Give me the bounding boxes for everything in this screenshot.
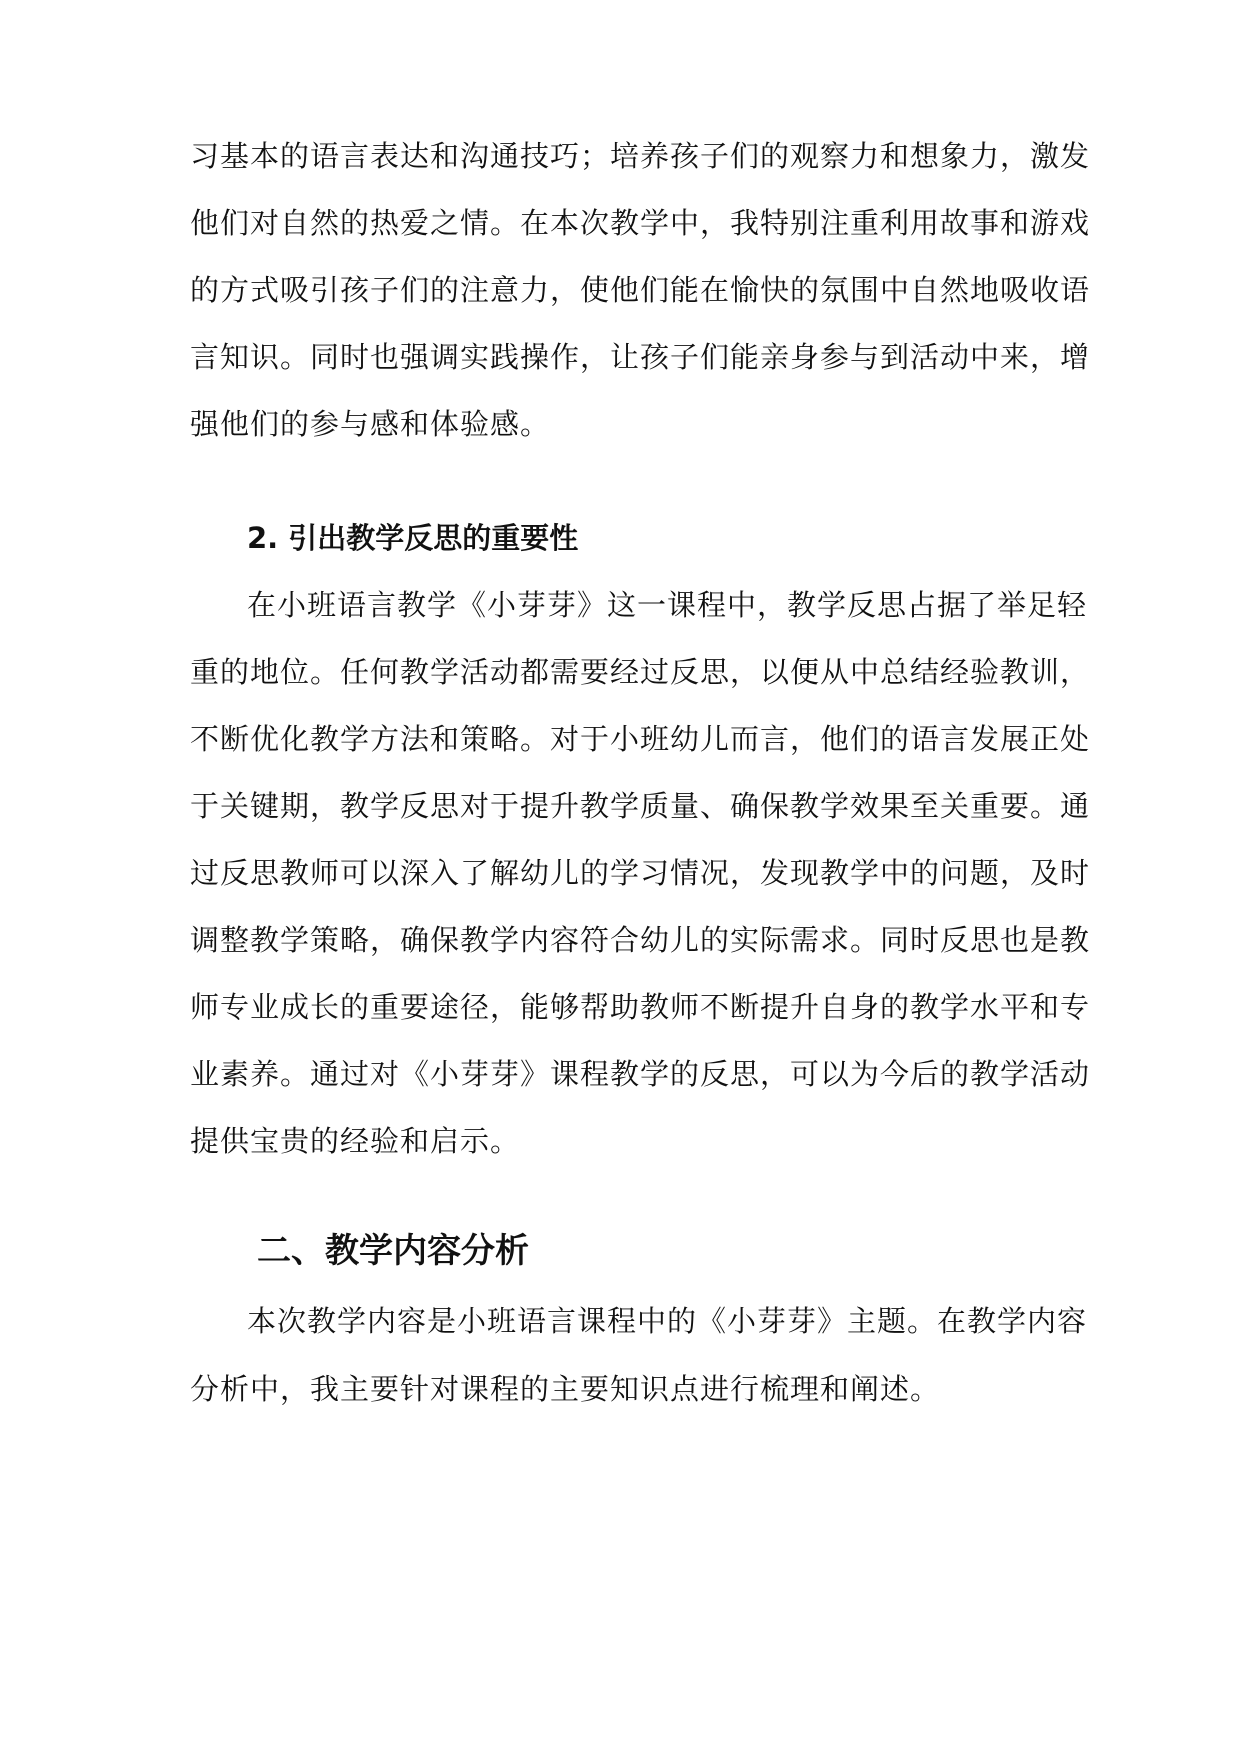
paragraph-line: 强他们的参与感和体验感。	[190, 407, 551, 441]
paragraph-line: 言知识。同时也强调实践操作，让孩子们能亲身参与到活动中来，增	[190, 340, 1091, 374]
paragraph-line: 本次教学内容是小班语言课程中的《小芽芽》主题。在教学内容	[247, 1304, 1088, 1338]
paragraph-line: 过反思教师可以深入了解幼儿的学习情况，发现教学中的问题，及时	[190, 856, 1091, 890]
paragraph-line: 的方式吸引孩子们的注意力，使他们能在愉快的氛围中自然地吸收语	[190, 273, 1091, 307]
section-heading: 二、教学内容分析	[257, 1231, 529, 1271]
paragraph-line: 重的地位。任何教学活动都需要经过反思，以便从中总结经验教训，	[190, 655, 1091, 689]
paragraph-line: 调整教学策略，确保教学内容符合幼儿的实际需求。同时反思也是教	[190, 923, 1091, 957]
paragraph-line: 在小班语言教学《小芽芽》这一课程中，教学反思占据了举足轻	[247, 588, 1088, 622]
paragraph-line: 于关键期，教学反思对于提升教学质量、确保教学效果至关重要。通	[190, 789, 1091, 823]
paragraph-line: 习基本的语言表达和沟通技巧；培养孩子们的观察力和想象力，激发	[190, 139, 1091, 173]
section-subheading: 2. 引出教学反思的重要性	[247, 521, 579, 555]
paragraph-line: 提供宝贵的经验和启示。	[190, 1124, 521, 1158]
paragraph-line: 不断优化教学方法和策略。对于小班幼儿而言，他们的语言发展正处	[190, 722, 1091, 756]
paragraph-line: 他们对自然的热爱之情。在本次教学中，我特别注重利用故事和游戏	[190, 206, 1091, 240]
paragraph-line: 业素养。通过对《小芽芽》课程教学的反思，可以为今后的教学活动	[190, 1057, 1091, 1091]
paragraph-line: 分析中，我主要针对课程的主要知识点进行梳理和阐述。	[190, 1372, 941, 1406]
paragraph-line: 师专业成长的重要途径，能够帮助教师不断提升自身的教学水平和专	[190, 990, 1091, 1024]
